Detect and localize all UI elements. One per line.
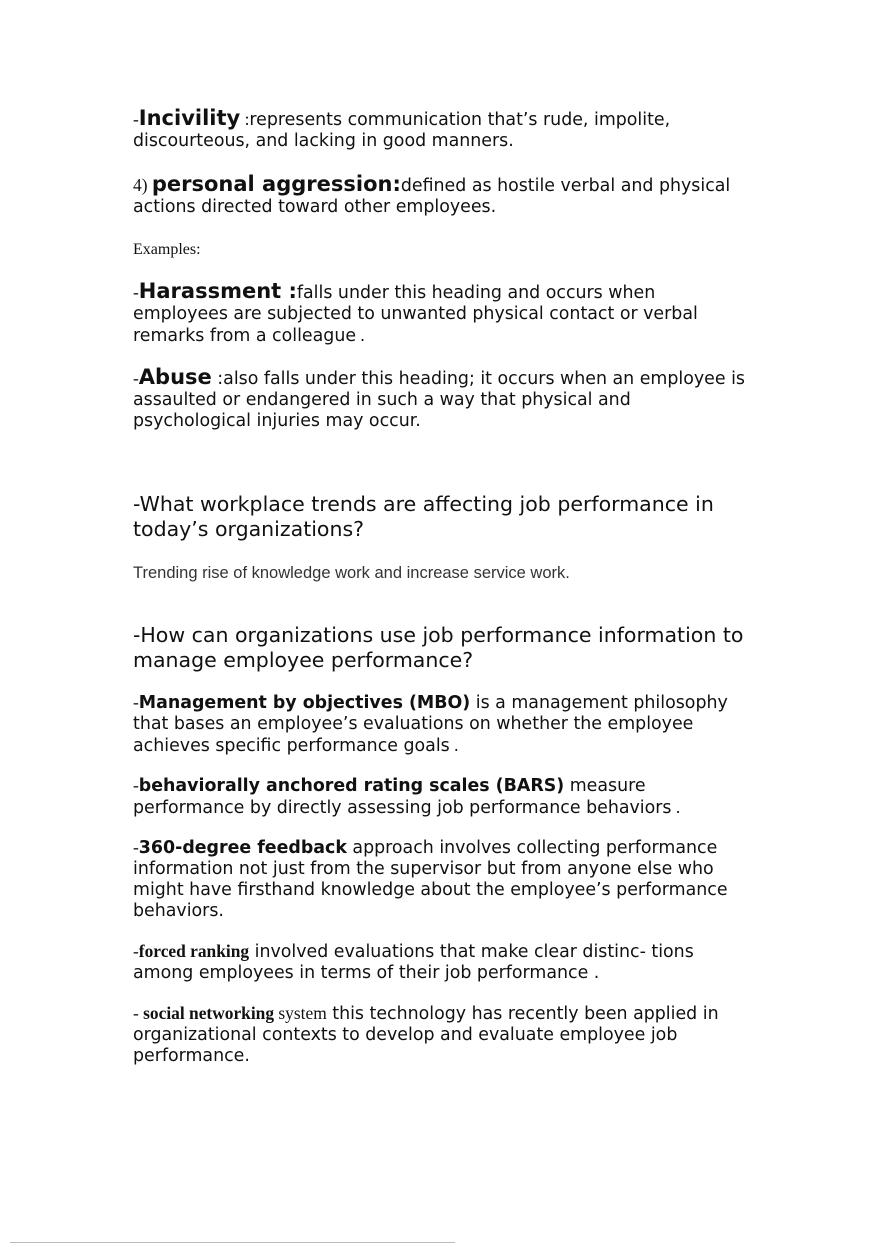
paragraph-forced-ranking [133, 941, 753, 984]
examples-label: Examples: [133, 241, 201, 258]
paragraph-incivility [133, 108, 753, 152]
dash: - [133, 941, 139, 961]
definition-text: defined as hostile verbal and physical actions directed toward other employees. [133, 176, 731, 217]
definition-text: approach involves collecting performance information not just from the supervisor but from anyone else who might have firsthand knowledge about the employee’s performance behaviors. [133, 838, 728, 921]
term-forced-ranking: forced ranking [138, 941, 250, 961]
paragraph-360-feedback [133, 837, 753, 922]
answer-workplace-trends: Trending rise of knowledge work and increase service work. [133, 564, 570, 582]
paragraph-harassment [133, 281, 753, 347]
dash: - [133, 837, 139, 857]
definition-text: is a management philosophy that bases an employee’s evaluations on whether the employee achieves specific performance goals [133, 693, 728, 756]
definition-text: this technology has recently been applied in organizational contexts to develop and evaluate employee job performance. [133, 1004, 719, 1066]
term-bars: behaviorally anchored rating scales (BARS) [138, 776, 565, 796]
dash: - [133, 775, 139, 795]
paragraph-mbo [133, 692, 753, 757]
dash: - [133, 109, 139, 129]
period: . [356, 325, 365, 345]
term-social-networking: social networking [143, 1003, 275, 1023]
paragraph-personal-aggression [133, 174, 753, 218]
term-personal-aggression: personal aggression: [151, 172, 401, 196]
dash: - [133, 1003, 144, 1023]
period: . [449, 735, 459, 755]
term-incivility: Incivility [138, 106, 241, 130]
question-workplace-trends: -What workplace trends are affecting job performance in today’s organizations? [133, 492, 714, 541]
dash: - [133, 282, 139, 302]
definition-text: involved evaluations that make clear distinc- tions among employees in terms of their job performance . [133, 942, 694, 983]
paragraph-abuse [133, 367, 753, 432]
dash: - [133, 368, 139, 388]
term-mbo: Management by objectives (MBO) [138, 693, 471, 713]
term-360-feedback: 360-degree feedback [138, 838, 347, 858]
separator: : [240, 109, 250, 129]
definition-text: represents communication that’s rude, impolite, discourteous, and lacking in good manners. [133, 110, 671, 151]
period: . [671, 797, 681, 817]
paragraph-social-networking [133, 1003, 753, 1067]
footer-divider [10, 1242, 455, 1243]
definition-text: :also falls under this heading; it occurs when an employee is assaulted or endangered in such a way that physical and psychological injuries may occur. [133, 369, 745, 431]
dash: - [133, 692, 139, 712]
definition-text: measure performance by directly assessing job performance behaviors [133, 776, 672, 818]
question-manage-performance: -How can organizations use job performance information to manage employee performance? [133, 623, 744, 672]
term-system: system [274, 1003, 327, 1023]
term-harassment: Harassment : [138, 279, 297, 303]
paragraph-bars [133, 775, 753, 819]
item-number: 4) [133, 175, 152, 195]
term-abuse: Abuse [138, 365, 212, 389]
definition-text: falls under this heading and occurs when employees are subjected to unwanted physical contact or verbal remarks from a colleague [133, 283, 698, 346]
